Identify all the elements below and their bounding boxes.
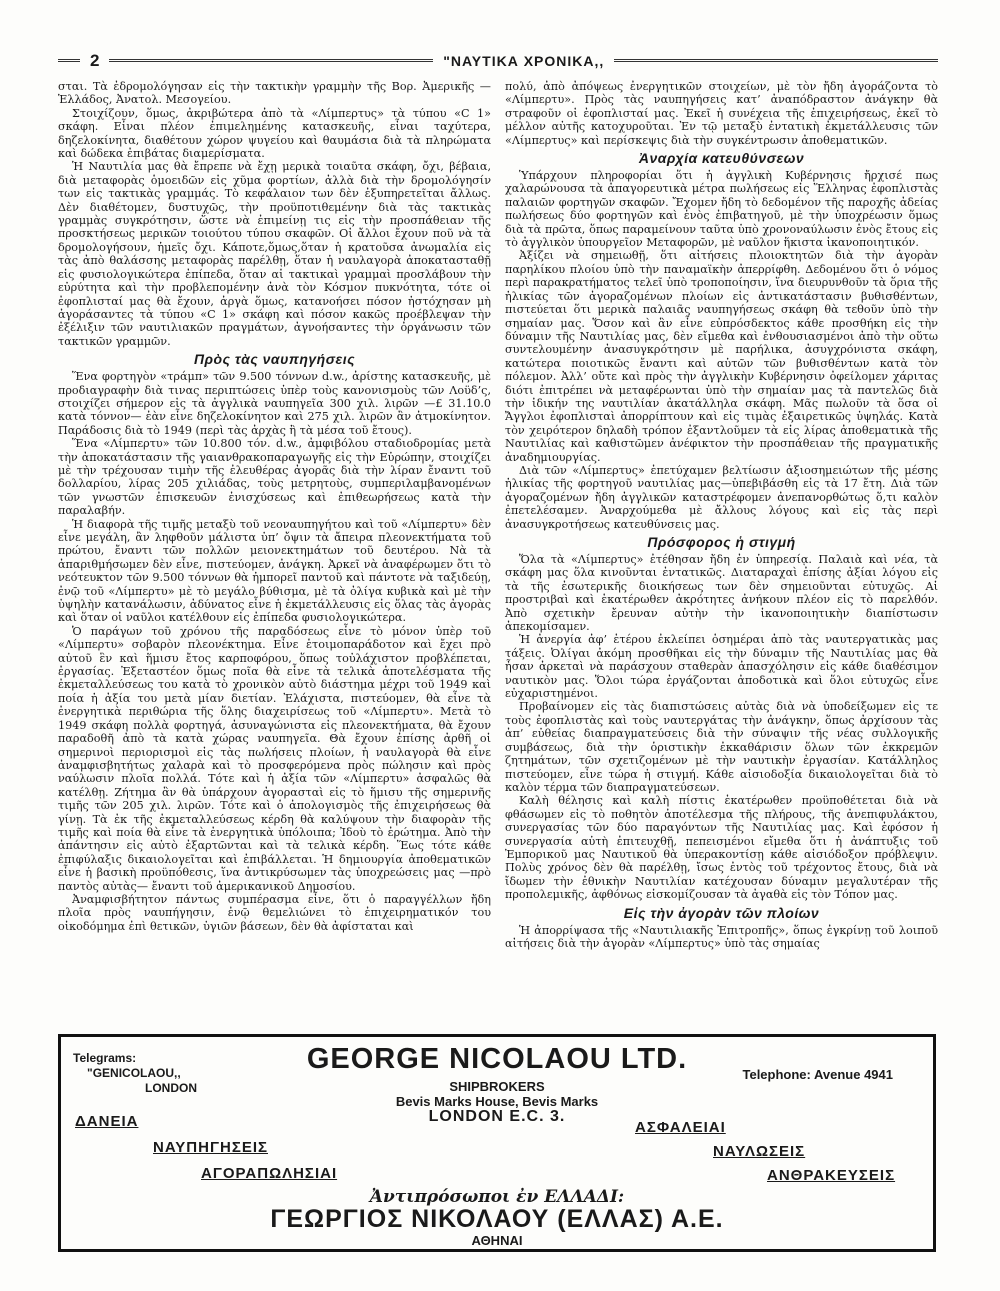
header-rule-right [614,59,938,64]
paragraph: σται. Τὰ ἐδρομολόγησαν εἰς τὴν τακτικὴν γραμμὴν τῆς Βορ. Ἀμερικῆς — Ἑλλάδος, Ἀνατολ. Μεσογείου. [58,80,491,107]
telegrams-address: "GENICOLAOU,, [87,1066,181,1080]
representatives-company: ΓΕΩΡΓΙΟΣ ΝΙΚΟΛΑΟΥ (ΕΛΛΑΣ) Α.Ε. [270,1205,724,1233]
header-rule-middle [109,59,433,64]
publication-title: "ΝΑΥΤΙΚΑ ΧΡΟΝΙΚΑ,, [443,53,605,69]
paragraph: Ἡ διαφορὰ τῆς τιμῆς μεταξὺ τοῦ νεοναυπηγήτου καὶ τοῦ «Λίμπερτυ» δὲν εἶνε μεγάλη, ἂν ληφθοῦν μάλιστα ὑπ’ ὄψιν τὰ ἄπειρα πλεονεκτήματα τοῦ πρώτου, ἔναντι τῶν πολλῶν μειονεκτημάτων τοῦ δευτέρου. Νὰ τὰ ἀπαριθμήσωμεν δὲν εἶνε, πιστεύομεν, ἀνάγκη. Ἀρκεῖ νὰ ἀναφέρωμεν ὅτι τὸ νεότευκτον τῶν 9.500 τόννων θὰ ἠμπορεῖ παντοῦ καὶ πάντοτε νὰ ταξιδεύῃ, ἐνῷ τοῦ «Λίμπερτυ» μὲ τὸ μεγάλο βύθισμα, μὲ τὰ ὀλίγα κυβικὰ καὶ μὲ τὴν ὑψηλὴν κατανάλωσιν, ἀδύνατος εἶνε ἡ ἐκμετάλλευσις εἰς ὅλας τὰς ἀγορὰς καὶ ὅταν οἱ ναῦλοι κατέλθουν εἰς ἐπίπεδα φυσιολογικώτερα. [58,517,491,625]
company-details [61,1079,933,1124]
paragraph: Ἕνα «Λίμπερτυ» τῶν 10.800 τόν. d.w., ἀμφιβόλου σταδιοδρομίας μετὰ τὴν ἀποκατάστασιν τῆς γαιανθρακοπαραγωγῆς εἰς τὴν Εὐρώπην, στοιχίζει μὲ τὴν τρέχουσαν τιμὴν τῆς ἐλευθέρας ἀγορᾶς διὰ τὴν λίραν ἔναντι τοῦ δολλαρίου, λίρας 205 χιλιάδας, τοὺς μετρητοὺς, συμπεριλαμβανομένων τῶν γνωστῶν ἐπισκευῶν ἐνισχύσεως καὶ ἐπιθεωρήσεως κατὰ τὴν παραλαβήν. [58,437,491,518]
paragraph: Ὑπάρχουν πληροφορίαι ὅτι ἡ ἀγγλικὴ Κυβέρνησις ἤρχισέ πως χαλαρώνουσα τὰ ἀπαγορευτικὰ μέτρα πωλήσεως εἰς Ἕλληνας ἐφοπλιστὰς παλαιῶν φορτηγῶν σκαφῶν. Ἔχομεν ἤδη τὸ δεδομένον τῆς παροχῆς ἀδείας πωλήσεως δύο φορτηγῶν καὶ ἑνὸς ἐπιβατηγοῦ, μὲ τὴν ὑποχρέωσιν ὅμως διὰ τὰ πρῶτα, ὅπως παραμείνουν ταῦτα ὑπὸ χρονοναύλωσιν ἑνὸς ἔτους εἰς τὸ ἀγγλικὸν ὑπουργεῖον Μεταφορῶν, μὲ ναῦλον ἥκιστα ἱκανοποιητικόν. [505,169,938,250]
page-header [58,46,938,76]
section-heading: Πρὸς τὰς ναυπηγήσεις [193,351,356,368]
service-insurance: ΑΣΦΑΛΕΙΑΙ [635,1119,726,1136]
telephone: Telephone: Avenue 4941 [742,1067,893,1082]
paragraph: Ἡ ἀπορρίψασα τῆς «Ναυτιλιακῆς Ἐπιτροπῆς», ὅπως ἐγκρίνῃ τοῦ λοιποῦ αἰτήσεις διὰ τὴν ἀγορὰν «Λίμπερτυς» ὑπὸ τὰς σημαίας [505,923,938,950]
paragraph: πολύ, ἀπὸ ἀπόψεως ἐνεργητικῶν στοιχείων, μὲ τὸν ἤδη ἀγοράζοντα τὸ «Λίμπερτυ». Πρὸς τὰς ναυπηγήσεις κατ’ ἀναπόδραστον ἀνάγκην θὰ στραφοῦν οἱ ἐφοπλισταί μας. Ἐκεῖ ἡ συνέχεια τῆς ἐπιχειρήσεως, ἐκεῖ τὸ μέλλον αὐτῆς κατοχυροῦται. Ἐν τῷ μεταξὺ ἐντατικὴ ἐκμετάλλευσις τῶν «Λίμπερτυς» καὶ περίσκεψις διὰ τὴν συγκέντρωσιν ἀποθεματικῶν. [505,80,938,147]
service-shipbuilding: ΝΑΥΠΗΓΗΣΕΙΣ [153,1139,268,1156]
telegrams-label: Telegrams: [73,1051,137,1065]
paragraph: Ὁ παράγων τοῦ χρόνου τῆς παραδόσεως εἶνε τὸ μόνον ὑπὲρ τοῦ «Λίμπερτυ» σοβαρὸν πλεονέκτημα. Εἶνε ἑτοιμοπαράδοτον καὶ ἔχει πρὸ αὐτοῦ ἓν καὶ ἥμισυ ἔτος καρποφόρου, ὅπως τοὐλάχιστον προβλέπεται, ἐργασίας. Ἐξεταστέον ὅμως ποῖα θὰ εἶνε τὰ τελικὰ ἀποτελέσματα τῆς ἐκμεταλλεύσεως του κατὰ τὸ χρονικὸν αὐτὸ διάστημα μέχρι τοῦ 1949 καὶ ποία ἡ ἀξία του μετὰ μίαν διετίαν. Ἐλάχιστα, πιστεύομεν, θὰ εἶνε τὰ ἐνεργητικὰ περιθώρια τῆς ὅλης διαχειρίσεως τοῦ «Λίμπερτυ». Μετὰ τὸ 1949 σκάφη πολλὰ φορτηγά, ἀσυναγώνιστα εἰς πλεονεκτήματα, θὰ ἔχουν παραδοθῆ ἀπὸ τὰ κατὰ χώρας ναυπηγεῖα. Θὰ ἔχουν ἐπίσης ἀρθῆ οἱ σημερινοὶ περιορισμοὶ εἰς τὰς πωλήσεις πλοίων, ἡ ναυλαγορὰ θὰ εἶνε ἀναμφισβητήτως χαλαρὰ καὶ τὸ προσφερόμενα πρὸς πώλησιν καὶ πρὸς ναύλωσιν πλοῖα πολλά. Τότε καὶ ἡ ἀξία τῶν «Λίμπερτυ» ἀσφαλῶς θὰ κατέλθῃ. Ζήτημα ἂν θὰ ὑπάρχουν ἀγορασταὶ εἰς τὸ ἥμισυ τῆς σημερινῆς τιμῆς τῶν 205 χιλ. λιρῶν. Τότε καὶ ὁ ἀπολογισμὸς τῆς ἐπιχειρήσεως θὰ γίνῃ. Τὰ ἐκ τῆς ἐκμεταλλεύσεως κέρδη θὰ καλύψουν τὴν διαφορὰν τῆς τιμῆς καὶ ποία θὰ εἶνε τὰ ἐνεργητικὰ ὑπόλοιπα; Ἰδοὺ τὸ ἐρώτημα. Ἀπὸ τὴν ἀπάντησιν εἰς αὐτὸ ἐξαρτῶνται καὶ τὰ τελικὰ κέρδη. Ἕως τότε κάθε ἐπιφύλαξις δικαιολογεῖται καὶ ἐπιβάλλεται. Ἡ δημιουργία ἀποθεματικῶν εἶνε ἡ βασικὴ προϋπόθεσις, ἵνα ἀντικρύσωμεν τὰς ὑποχρεώσεις μας —πρὸ παντὸς αὐτὰς— ἔναντι τοῦ ἀμερικανικοῦ Δημοσίου. [58,624,491,893]
representatives-heading: Ἀντιπρόσωποι ἐν ΕΛΛΑΔΙ: [369,1187,625,1207]
representatives-city: ΑΘΗΝΑΙ [471,1233,523,1248]
paragraph: Ἕνα φορτηγὸν «τράμπ» τῶν 9.500 τόννων d.w., ἀρίστης κατασκευῆς, μὲ προδιαγραφὴν διὰ τινας περιπτώσεις ὑπὲρ τοὺς κανονισμοὺς τῶν Λοϋδ’ς, στοιχίζει σήμερον εἰς τὰ ἀγγλικὰ ναυπηγεῖα 300 χιλ. λιρῶν —£ 31.10.0 κατὰ τόννον— ἐὰν εἶνε δηζελοκίνητον καὶ 275 χιλ. λιρῶν ἂν ἀτμοκίνητον. Παράδοσις διὰ τὸ 1949 (περὶ τὰς ἀρχὰς ἢ τὰ μέσα τοῦ ἔτους). [58,370,491,437]
paragraph: Ἀναμφισβήτητον πάντως συμπέρασμα εἶνε, ὅτι ὁ παραγγέλλων ἤδη πλοῖα πρὸς ναυπήγησιν, ἐνῷ θεμελιώνει τὸ ἐπιχειρηματικόν του οἰκοδόμημα ἐπὶ θετικῶν, ὑγιῶν βάσεων, δὲν θὰ ἀφίσταται καὶ [58,892,491,933]
header-rule-left [58,59,80,64]
paragraph: Στοιχίζουν, ὅμως, ἀκριβώτερα ἀπὸ τὰ «Λίμπερτυς» τὰ τύπου «C 1» σκάφη. Εἶναι πλέον ἐπιμελημένης κατασκευῆς, εἶναι ταχύτερα, δηζελοκίνητα, διαθέτουν χώρον ψυγείου καὶ θαυμάσια διὰ τὰ πληρώματα καὶ δώδεκα ἐπιβάτας διαμερίσματα. [58,106,491,161]
paragraph: Ὅλα τὰ «Λίμπερτυς» ἐτέθησαν ἤδη ἐν ὑπηρεσίᾳ. Παλαιὰ καὶ νέα, τὰ σκάφη μας ὅλα κινοῦνται ἐντατικῶς. Διαταραχαὶ ἐπίσης ἀξίαι λόγου εἰς τὰ τῆς ἐσωτερικῆς διοικήσεως των δὲν σημειοῦνται εὐτυχῶς. Αἱ προστριβαὶ καὶ ἑκατέρωθεν ἀκρότητες ἀνήκουν πλέον εἰς τὸ παρελθόν. Ἀπὸ σχετικὴν ἔρευναν αὐτὴν τὴν ἱκανοποιητικὴν διαπίστωσιν ἀπεκομίσαμεν. [505,553,938,634]
advertisement [58,1034,936,1252]
company-address: Bevis Marks House, Bevis Marks [395,1094,599,1109]
company-city: LONDON E.C. 3. [428,1108,566,1125]
article-columns [58,80,938,1046]
section-heading: Ἀναρχία κατευθύνσεων [638,150,805,167]
service-coaling: ΑΝΘΡΑΚΕΥΣΕΙΣ [767,1167,896,1184]
paragraph: Ἡ ἀνεργία ἀφ’ ἑτέρου ἐκλείπει ὁσημέραι ἀπὸ τὰς ναυτεργατικὰς μας τάξεις. Ὀλίγαι ἀκόμη προσθῆκαι εἰς τὴν δύναμιν τῆς Ναυτιλίας μας θὰ ἦσαν ἀρκεταὶ νὰ παράσχουν σταθερὰν ἀπασχόλησιν εἰς κάθε διαθέσιμον ναυτικὸν μας. Ὅλοι τώρα ἐργάζονται ἀποδοτικὰ καὶ ὅλοι εὐτυχῶς εἶνε εὐχαριστημένοι. [505,633,938,701]
company-role: SHIPBROKERS [449,1079,545,1094]
service-charters: ΝΑΥΛΩΣΕΙΣ [713,1143,806,1160]
section-heading: Εἰς τὴν ἀγορὰν τῶν πλοίων [623,904,820,921]
paragraph: Προβαίνομεν εἰς τὰς διαπιστώσεις αὐτὰς διὰ νὰ ὑποδείξωμεν εἰς τε τοὺς ἐφοπλιστὰς καὶ τοὺς ναυτεργάτας τὴν ἀνάγκην, ὅπως ἀρχίσουν τὰς ἀπ’ εὐθείας διαπραγματεύσεις διὰ τὴν σύναψιν τῆς νέας συλλογικῆς συμβάσεως, διὰ τὴν ὁριστικὴν ἐκκαθάρισιν ὅλων τῶν ἐκκρεμῶν ζητημάτων, τῶν σχετιζομένων μὲ τὴν ναυτικὴν ἐργασίαν. Κατάλληλος πιστεύομεν, εἶνε τώρα ἡ στιγμή. Κάθε αἰσιοδοξία δικαιολογεῖται διὰ τὸ καλὸν τέρμα τῶν διαπραγματεύσεων. [505,700,938,794]
telegrams-city: LONDON [145,1081,197,1095]
column-right [505,80,938,1046]
paragraph: Διὰ τῶν «Λίμπερτυς» ἐπετύχαμεν βελτίωσιν ἀξιοσημειώτων τῆς μέσης ἡλικίας τῆς φορτηγοῦ ναυτιλίας μας—ὑπεβιβάσθη εἰς τὰ 17 ἔτη. Διὰ τῶν ἀγοραζομένων ἤδη ἀγγλικῶν καταστρέφομεν ἀνεπανορθώτως ὅ,τι καλὸν ἐπετελέσαμεν. Ἀναρχούμεθα μὲ ἄλλους λόγους καὶ εἰς τὰς περὶ ἀνασυγκροτήσεως κατευθύνσεις μας. [505,463,938,531]
company-name: GEORGE NICOLAOU LTD. [306,1043,688,1075]
column-left [58,80,491,1046]
paragraph: Καλὴ θέλησις καὶ καλὴ πίστις ἑκατέρωθεν προϋποθέτεται διὰ νὰ φθάσωμεν εἰς τὸ ποθητὸν ἀποτέλεσμα τῆς πλήρους, τῆς ἀνεπιφυλάκτου, συνεργασίας τῶν δύο παραγόντων τῆς Ναυτιλίας μας. Καὶ ἐφόσον ἡ συνεργασία αὐτὴ ἐπιτευχθῇ, πεπεισμένοι εἴμεθα ὅτι ἡ ἀνάπτυξις τοῦ Ἐμπορικοῦ μας Ναυτικοῦ θὰ ὑπερακοντίσῃ κάθε αἰσιόδοξον πρόβλεψιν. Πολὺς χρόνος δὲν θὰ παρέλθῃ, ἴσως ἐντὸς τοῦ τρέχοντος ἔτους, διὰ νὰ ἴδωμεν τὴν ἐθνικὴν Ναυτιλίαν κατέχουσαν δύναμιν μεγαλυτέραν τῆς προπολεμικῆς, ἀφθόνως εἰσκομίζουσαν τὰ ἀγαθὰ εἰς τὸν Τόπον μας. [505,794,938,902]
service-loans: ΔΑΝΕΙΑ [75,1113,139,1130]
service-sales: ΑΓΟΡΑΠΩΛΗΣΙΑΙ [201,1165,338,1182]
newspaper-page [58,46,938,1046]
page-number: 2 [90,51,100,70]
paragraph: Ἡ Ναυτιλία μας θὰ ἔπρεπε νὰ ἔχῃ μερικὰ τοιαῦτα σκάφη, ὄχι, βέβαια, διὰ μεταφορὰς ὁμοειδῶν εἰς χῦμα φορτίων, ἀλλὰ διὰ τὴν δρομολόγησίν των εἰς τακτικὰς γραμμάς. Τὸ κεφάλαιον των δὲν ἐξυπηρετεῖται ἄλλως. Δὲν διαθέτομεν, δυστυχῶς, τὴν προϋποτιθεμένην διὰ τὰς τακτικὰς γραμμὰς συγκρότησιν, ὥστε νὰ ἐπιμείνῃ τις εἰς τὴν προσπάθειαν τῆς προσκτήσεως μερικῶν τοιούτου τύπου σκαφῶν. Οἱ ἄλλοι ἔχουν ποῦ νὰ τὰ δρομολογήσουν, ἡμεῖς ὄχι. Κάποτε,ὅμως,ὅταν ἡ κρατοῦσα ἀνωμαλία εἰς τὰς ἀπὸ θαλάσσης μεταφορὰς παρέλθῃ, ὅταν ἡ ναυλαγορὰ ἀποκατασταθῇ εἰς φυσιολογικώτερα ἐπίπεδα, ὅταν αἱ τακτικαὶ γραμμαὶ προσλάβουν τὴν εὐρύτητα καὶ τὴν προβλεπομένην ἀνὰ τὸν Κόσμον πυκνότητα, τότε οἱ ἐφοπλισταί μας θὰ ἔχουν, ἀργὰ ὅμως, κατανοήσει πόσον ἡστόχησαν μὴ ἀγοράσαντες τὰ τύπου «C 1» σκάφη καὶ πόσον κακῶς προέβλεψαν τὴν ἐξέλιξιν τῶν ναυτιλιακῶν πραγμάτων, ἀγνοήσαντες τὴν ὀργάνωσιν τῶν τακτικῶν γραμμῶν. [58,160,491,348]
section-heading: Πρόσφορος ἡ στιγμή [647,534,796,550]
paragraph: Ἀξίζει νὰ σημειωθῇ, ὅτι αἰτήσεις πλοιοκτητῶν διὰ τὴν ἀγορὰν παρηλίκου πλοίου ὑπὸ τὴν παναμαϊκὴν ἀπερρίφθη. Δεδομένου ὅτι ὁ νόμος περὶ παρακρατήματος τελεῖ ὑπὸ τροποποίησιν, ἵνα διευρυνθοῦν τὰ ὅρια τῆς ἡλικίας τῶν ἀγοραζομένων πλοίων εἰς ἀντικατάστασιν βυθισθέντων, πιστεύεται ὅτι μερικὰ παλαιᾶς ναυπηγήσεως σκάφη θὰ τεθοῦν ὑπὸ τὴν σημαίαν μας. Ὅσον καὶ ἂν εἶνε εὐπρόσδεκτος κάθε προσθήκη εἰς τὴν δύναμιν τῆς Ναυτιλίας μας, δὲν εἴμεθα καὶ ἐνθουσιασμένοι ἀπὸ τὴν οὕτω συντελουμένην ἀνασυγκρότησιν μὲ παρήλικα, ἀσυγχρόνιστα σκάφη, κατώτερα ποιοτικῶς ἔναντι καὶ αὐτῶν τῶν βυθισθέντων κατὰ τὸν πόλεμον. Ἀλλ’ οὔτε καὶ πρὸς τὴν ἀγγλικὴν Κυβέρνησιν ὀφείλομεν χάριτας διότι ἐπιτρέπει νὰ μεταφέρωνται ὑπὸ τὴν σημαίαν μας τὰ παντελῶς διὰ τὴν ἰδικήν της ναυτιλίαν ἀκατάλληλα σκάφη. Μᾶς πωλοῦν τὰ ὅσα οἱ Ἄγγλοι ἐφοπλισταὶ ἀπορρίπτουν καὶ εἰς τιμὰς ἐξαιρετικῶς ὑψηλάς. Κατὰ τὸν χειρότερον δηλαδὴ τρόπον ἐξαντλοῦμεν τὰ εἰς λίρας ἀποθεματικὰ τῆς Ναυτιλίας καὶ καθιστῶμεν ἀνέφικτον τὴν προσπάθειαν τῆς πραγματικῆς ἀναδημιουργίας. [505,249,938,464]
